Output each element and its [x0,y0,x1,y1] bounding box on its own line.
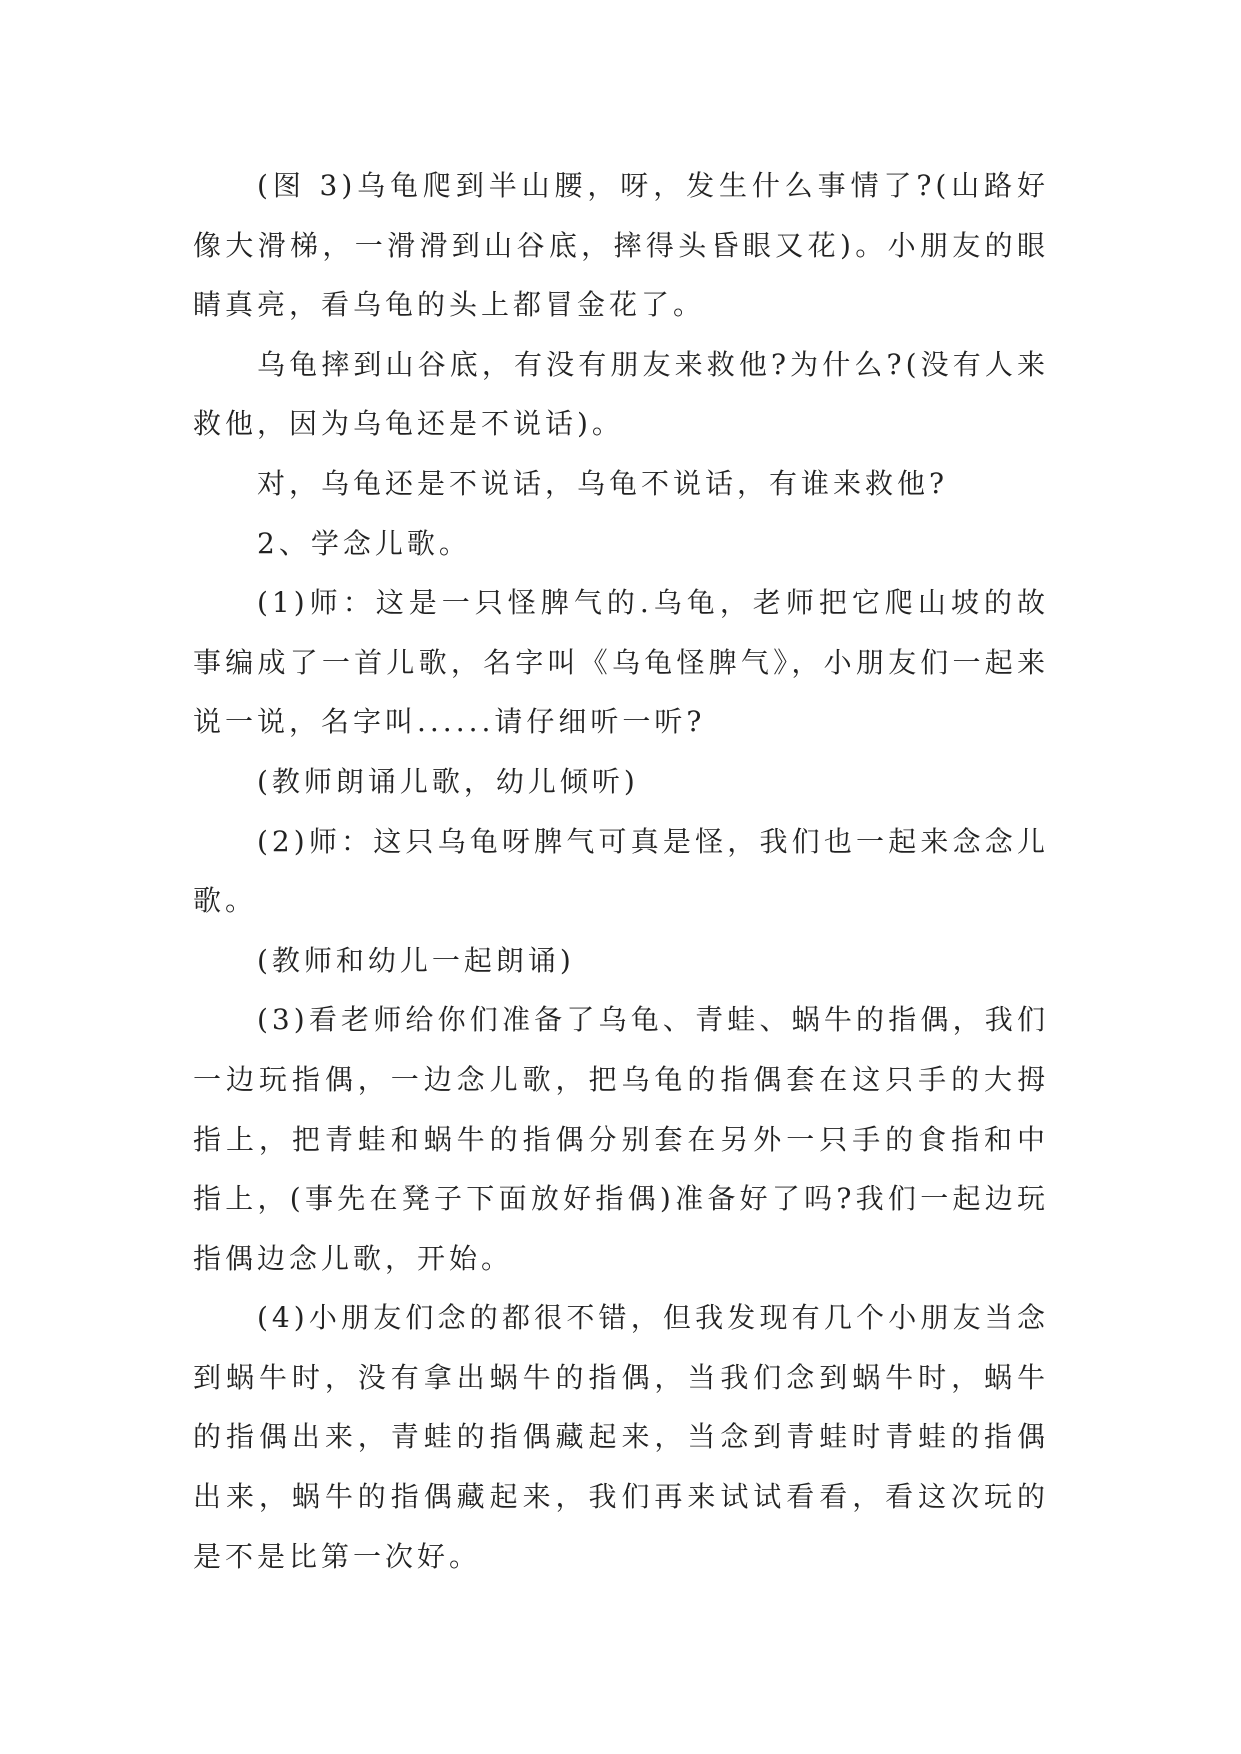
paragraph-step-3: (3)看老师给你们准备了乌龟、青蛙、蜗牛的指偶，我们一边玩指偶，一边念儿歌，把乌龟的指偶套在这只手的大拇指上，把青蛙和蜗牛的指偶分别套在另外一只手的食指和中指上，(事先在凳子下面放好指偶)准备好了吗?我们一起边玩指偶边念儿歌，开始。 [193,1003,1049,1275]
paragraph-teacher-recites: (教师朗诵儿歌，幼儿倾听) [257,764,639,798]
paragraph-step-2: (2)师：这只乌龟呀脾气可真是怪，我们也一起来念念儿歌。 [193,824,1049,918]
paragraph-who-will-rescue: 对，乌龟还是不说话，乌龟不说话，有谁来救他? [257,466,949,500]
paragraph-step-4: (4)小朋友们念的都很不错，但我发现有几个小朋友当念到蜗牛时，没有拿出蜗牛的指偶，当我们念到蜗牛时，蜗牛的指偶出来，青蛙的指偶藏起来，当念到青蛙时青蛙的指偶出来，蜗牛的指偶藏起来，我们再来试试看看，看这次玩的是不是比第一次好。 [193,1301,1049,1573]
paragraph-recite-together: (教师和幼儿一起朗诵) [257,943,575,977]
paragraph-step-1: (1)师：这是一只怪脾气的.乌龟，老师把它爬山坡的故事编成了一首儿歌，名字叫《乌龟怪脾气》，小朋友们一起来说一说，名字叫......请仔细听一听? [193,586,1049,739]
document-body [193,156,1049,1586]
paragraph-turtle-falls: (图 3)乌龟爬到半山腰，呀，发生什么事情了?(山路好像大滑梯，一滑滑到山谷底，摔得头昏眼又花)。小朋友的眼睛真亮，看乌龟的头上都冒金花了。 [193,169,1049,322]
section-heading-learn-rhyme: 2、学念儿歌。 [257,526,471,560]
paragraph-no-one-rescues: 乌龟摔到山谷底，有没有朋友来救他?为什么?(没有人来救他，因为乌龟还是不说话)。 [193,347,1049,441]
